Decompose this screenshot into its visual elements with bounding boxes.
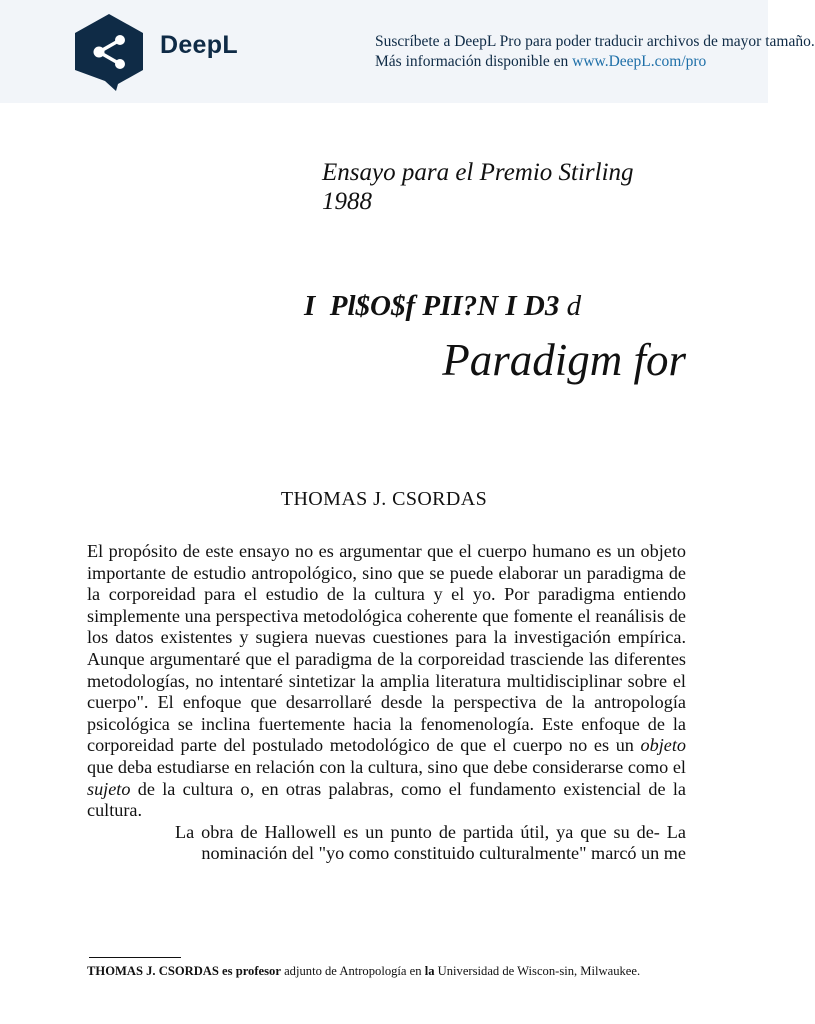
body-paragraph-1-part-c: de la cultura o, en otras palabras, como el fundamento existencial de la cultura. bbox=[87, 778, 686, 821]
title-line-1 bbox=[304, 290, 581, 323]
deepl-brand-name[interactable]: DeepL bbox=[160, 31, 238, 59]
title-line-1-tail: d bbox=[559, 290, 582, 322]
promo-line-2 bbox=[375, 52, 815, 72]
essay-subtitle bbox=[322, 158, 634, 216]
footnote-text-b: Universidad de Wiscon-sin, Milwaukee. bbox=[434, 964, 641, 978]
deepl-banner bbox=[0, 0, 815, 103]
promo-line-2-prefix: Más información disponible en bbox=[375, 53, 573, 70]
promo-line-1: Suscríbete a DeepL Pro para poder traducir archivos de mayor tamaño. bbox=[375, 33, 815, 50]
body-paragraph-2: La obra de Hallowell es un punto de partida útil, ya que su de- La nominación del "yo como constituido culturalmente" marcó un me bbox=[175, 821, 686, 864]
author-name: THOMAS J. CSORDAS bbox=[280, 488, 488, 510]
footnote-divider bbox=[89, 957, 181, 958]
deepl-logo-icon[interactable] bbox=[70, 12, 148, 92]
footnote-es-profesor: es profesor bbox=[218, 964, 281, 978]
body-paragraph-1-part-a: El propósito de este ensayo no es argumentar que el cuerpo humano es un objeto importante de estudio antropológico, sino que se puede elaborar un paradigma de la corporeidad para el estudio de la cultura y el yo. Por paradigma entiendo simplemente una perspectiva metodológica coherente que fomente el reanálisis de los datos existentes y sugiera nuevas cuestiones para la investigación empírica. Aunque argumentaré que el paradigma de la corporeidad trasciende las diferentes metodologías, no intentaré sintetizar la amplia literatura multidisciplinar sobre el cuerpo". El enfoque que desarrollaré desde la perspectiva de la antropología psicológica se inclina fuertemente hacia la fenomenología. Este enfoque de la corporeidad parte del postulado metodológico de que el cuerpo no es un bbox=[87, 541, 686, 756]
footnote-text-a: adjunto de Antropología en bbox=[280, 964, 425, 978]
title-garbled-text: I Pl$O$f PII?N I D3 bbox=[304, 290, 560, 322]
essay-body bbox=[87, 541, 686, 865]
title-line-2: Paradigm for bbox=[442, 335, 686, 385]
deepl-pro-link[interactable]: www.DeepL.com/pro bbox=[572, 53, 707, 70]
footnote-author: THOMAS J. CSORDAS bbox=[87, 964, 219, 978]
pro-promo-text bbox=[375, 32, 815, 72]
footnote bbox=[87, 963, 686, 979]
subtitle-line-1: Ensayo para el Premio Stirling bbox=[322, 159, 634, 186]
body-paragraph-1 bbox=[87, 541, 686, 822]
emphasis-sujeto: sujeto bbox=[87, 778, 131, 799]
subtitle-line-2: 1988 bbox=[322, 188, 372, 215]
footnote-la: la bbox=[424, 964, 435, 978]
body-paragraph-1-part-b: que deba estudiarse en relación con la cultura, sino que debe considerarse como el bbox=[87, 756, 686, 777]
emphasis-objeto: objeto bbox=[640, 735, 686, 756]
